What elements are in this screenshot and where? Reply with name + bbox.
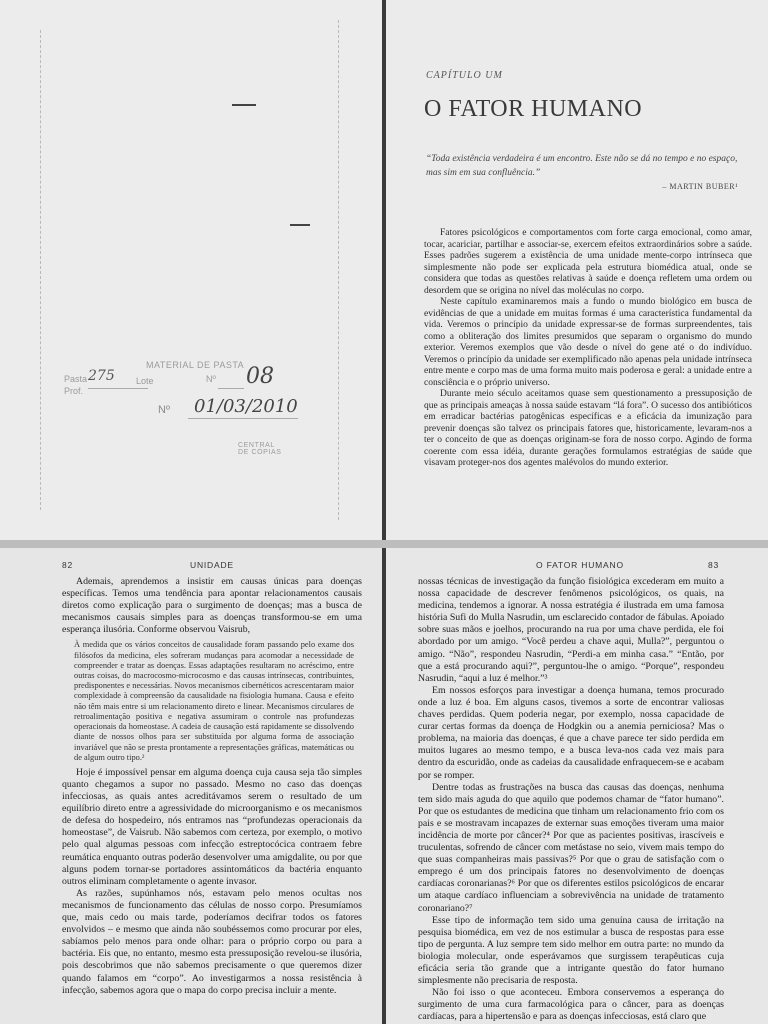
stamp-title: MATERIAL DE PASTA bbox=[146, 360, 245, 370]
stamp-pasta-handwritten: 275 bbox=[88, 368, 115, 384]
running-head: O FATOR HUMANO bbox=[536, 560, 624, 570]
stamp-pasta-label: Pasta bbox=[64, 374, 88, 384]
epigraph-author: – MARTIN BUBER¹ bbox=[662, 182, 738, 191]
page-number: 83 bbox=[708, 560, 720, 570]
stamp-data-label: Nº bbox=[158, 404, 170, 416]
stamp-numero-label: Nº bbox=[206, 374, 216, 384]
body-paragraph: nossas técnicas de investigação da função fisiológica excederam em muito a nossa capacidade de descrever fenômenos psicológicos, os quais, na medicina, tendemos a ignorar. A nossa estratégia é ilustrada em uma famosa história Sufi do Mulla Nasrudin, um esclarecido contador de fábulas. Apoiado sobre suas mãos e joelhos, procurando na rua por uma chave perdida, ele foi abordado por um amigo. “Você perdeu a chave aqui, Mulla?”, perguntou o amigo. “Não”, respondeu Nasrudin, “Perdi-a em minha casa.” “Então, por que a está procurando aqui?”, perguntou-lhe o amigo. “Porque”, respondeu Nasrudin, “aqui a luz é melhor.”³ bbox=[418, 576, 724, 684]
pencil-mark bbox=[290, 224, 310, 226]
body-paragraph: As razões, supúnhamos nós, estavam pelo menos ocultas nos mecanismos de funcionamento das células de nosso corpo. Presumíamos que, mais cedo ou mais tarde, poderíamos decifrar todos os fatores envolvidos – e mesmo que ainda não soubéssemos como procurar por eles, sabíamos pelo menos para onde olhar: para o próprio corpo ou para a bactéria. Eis que, no entanto, mesmo esta pressuposição revelou-se ilusória, pois descobrimos que não sabemos precisamente o que queremos dizer quando falamos em “corpo”. Ao investigarmos a nossa resistência à infecção, sabemos agora que o mapa do corpo precisa incluir a mente. bbox=[62, 887, 362, 996]
book-page-82 bbox=[0, 548, 382, 1024]
page-body bbox=[62, 576, 362, 997]
epigraph: “Toda existência verdadeira é um encontro. Este não se dá no tempo e no espaço, mas sim em sua confluência.” bbox=[426, 154, 738, 178]
stamp-line bbox=[88, 388, 148, 389]
chapter-paragraph: Durante meio século aceitamos quase sem questionamento a pressuposição de que as principais ameaças à nossa saúde estavam “lá fora”. O sucesso dos antibióticos em erradicar bactérias patogênicas específicas e a eficácia da imunização para prevenir doenças são talvez os principais fatores que, historicamente, levaram-nos a ter o conceito de que as doenças originam-se fora de nosso corpo. Agindo de forma coerente com essa idéia, durante gerações formulamos estratégias de saúde que visavam proteger-nos dos agentes malévolos do mundo exterior. bbox=[424, 389, 752, 468]
blank-page bbox=[0, 0, 382, 540]
body-paragraph: Esse tipo de informação tem sido uma genuína causa de irritação na pesquisa biomédica, em vez de nos estimular a busca de respostas para esse tipo de pergunta. A luz sempre tem sido melhor em outra parte: no mundo da biologia molecular, onde esperávamos que surgissem terapêuticas cuja eficácia seria tão grande que a intrigante questão do fator humano simplesmente não precisaria de resposta. bbox=[418, 914, 724, 987]
stamp-lote-label: Lote bbox=[136, 376, 154, 386]
stamp-date-handwritten: 01/03/2010 bbox=[194, 396, 298, 417]
stamp-prof-label: Prof. bbox=[64, 386, 84, 396]
body-paragraph: Ademais, aprendemos a insistir em causas únicas para doenças específicas. Temos uma tendência para apontar relacionamentos causais diretos como explicação para o surgimento de doenças; mas a busca de mecanismos causais simples para as doenças transformou-se em uma esperança ilusória. Conforme observou Vaisrub, bbox=[62, 576, 362, 636]
margin-guide-left bbox=[40, 30, 41, 510]
margin-guide-right bbox=[338, 20, 339, 520]
body-paragraph: Hoje é impossível pensar em alguma doença cuja causa seja tão simples quanto chegamos a supor no passado. Mesmo no caso das doenças infecciosas, as quais antes acreditávamos serem o resultado de um equilíbrio direto entre a agressividade do microorganismo e os mecanismos de defesa do hospedeiro, nós entramos nas “profundezas operacionais da homeostase”, de Vaisrub. Não sabemos com certeza, por exemplo, o motivo pelo qual algumas pessoas com infecção estreptocócica contraem febre reumática enquanto outras poderão desenvolver uma amigdalite, ou por que alguns podem tornar-se portadores assintomáticos da bactéria enquanto outros eliminam completamente o agente invasor. bbox=[62, 766, 362, 887]
scan-divider bbox=[0, 540, 768, 548]
chapter-label: CAPÍTULO UM bbox=[426, 70, 503, 81]
chapter-paragraph: Fatores psicológicos e comportamentos com forte carga emocional, como amar, tocar, acariciar, partilhar e associar-se, exercem efeitos extraordinários sobre a saúde. Esses padrões sugerem a existência de uma unidade mente-corpo intrínseca que simplesmente não pode ser explicada pela estrutura biomédica atual, onde se considera que todas as questões relativas à saúde e doença refletem uma ordem ou desordem que se origina no nível das moléculas no corpo. bbox=[424, 228, 752, 296]
chapter-title: O FATOR HUMANO bbox=[424, 96, 643, 122]
stamp-line bbox=[188, 418, 298, 419]
stamp-line bbox=[218, 388, 244, 389]
stamp-numero-handwritten: 08 bbox=[246, 364, 274, 389]
body-paragraph: Não foi isso o que aconteceu. Embora conservemos a esperança do surgimento de uma cura farmacológica para o câncer, para as doenças cardíacas, para a hipertensão e para as doenças infecciosas, está claro que bbox=[418, 987, 724, 1023]
chapter-page bbox=[386, 0, 768, 540]
page-body bbox=[418, 576, 724, 1023]
chapter-body bbox=[424, 228, 752, 470]
body-paragraph: Em nossos esforços para investigar a doença humana, temos procurado onde a luz é boa. Em alguns casos, tivemos a sorte de encontrar valiosas chaves perdidas. Quem poderia negar, por exemplo, nossa capacidade de curar certas formas da doença de Hodgkin ou a anemia perniciosa? Mas o problema, na maioria das doenças, é que a chave parece ter sido perdida em muitos lugares ao mesmo tempo, e a busca leva-nos cada vez mais para dentro da escuridão, onde as cadeias da causalidade enfraquecem-se e acabam por se romper. bbox=[418, 684, 724, 781]
chapter-paragraph: Neste capítulo examinaremos mais a fundo o mundo biológico em busca de evidências de que a unidade em muitas formas é uma característica fundamental da vida. Veremos o princípio da unidade expressar-se de formas surpreendentes, tais como a obliteração dos limites presumidos que separam o organismo do mundo exterior. Veremos exemplos que vão desde o nível do gene até o do indivíduo. Veremos o princípio da unidade ser exemplificado não apenas pela unidade intrínseca entre mente e corpo mas de uma forma muito mais poderosa e geral: a unidade entre a consciência e o próprio universo. bbox=[424, 297, 752, 388]
block-quote: À medida que os vários conceitos de causalidade foram passando pelo exame dos filósofos da medicina, eles sofreram mudanças para acomodar a necessidade de compreender e tratar as doenças. Essas adaptações resultaram no acréscimo, entre outras coisas, do macrocosmo-microcosmo e das causas intrínsecas, contribuintes, predisponentes e necessárias. Novos mecanismos cibernéticos acrescentaram maior complexidade à compreensão da causalidade na fisiologia humana. Causa e efeito não têm mais entre si um relacionamento direto e linear. Mecanismos circulares de retroalimentação positiva e negativa assumiram o controle nas profundezas operacionais da homeostase. A cadeia de causação está rapidamente se dissolvendo diante de nossos olhos para ser substituída por alguma forma de associação invariável que não se presta prontamente a representações gráficas, matemáticas ou de algum outro tipo.² bbox=[74, 640, 354, 762]
book-page-83 bbox=[386, 548, 768, 1024]
page-number: 82 bbox=[62, 560, 74, 570]
body-paragraph: Dentre todas as frustrações na busca das causas das doenças, nenhuma tem sido mais aguda do que aquilo que podemos chamar de “fator humano”. Por que os estudantes de medicina que tinham um relacionamento frio com os pais e se mostravam incapazes de externar suas emoções tiveram uma maior incidência de morte por câncer?⁴ Por que as pacientes positivas, irascíveis e truculentas, sofrendo de câncer com metástase no seio, vivem mais tempo do que suas companheiras mais passivas?⁵ Por que o grau de satisfação com o emprego é um dos principais fatores no desenvolvimento de doenças cardíacas coronarianas?⁶ Por que os diferentes estilos psicológicos de encarar um ataque cardíaco influenciam a sobrevivência na unidade de tratamento coronariano?⁷ bbox=[418, 781, 724, 914]
running-head: UNIDADE bbox=[190, 560, 234, 570]
stamp-footer: CENTRAL DE CÓPIAS bbox=[238, 442, 282, 456]
pencil-mark bbox=[232, 104, 256, 106]
